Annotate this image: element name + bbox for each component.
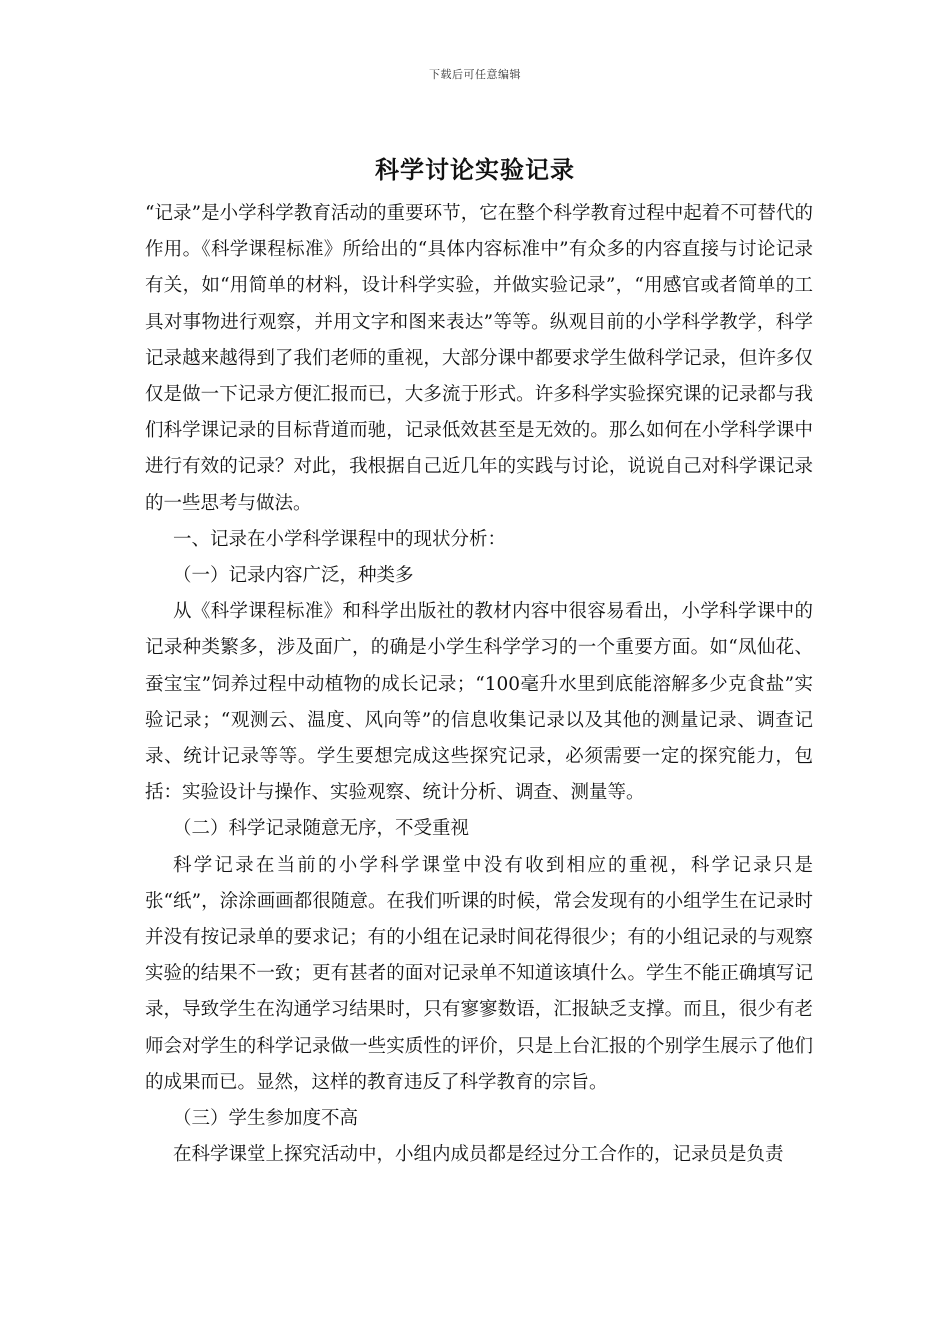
subsection-heading-1: （一）记录内容广泛，种类多 bbox=[173, 565, 414, 587]
section-heading: 一、记录在小学科学课程中的现状分析： bbox=[173, 528, 507, 550]
intro-paragraph: “记录”是小学科学教育活动的重要环节，它在整个科学教育过程中起着不可替代的作用。《科学课程标准》所给出的“具体内容标准中”有众多的内容直接与讨论记录有关，如“用简单的材料，设计科学实验，并做实验记录”，“用感官或者简单的工具对事物进行观察，并用文字和图来表达”等等。纵观目前的小学科学教学，科学记录越来越得到了我们老师的重视，大部分课中都要求学生做科学记录，但许多仅仅是做一下记录方便汇报而已，大多流于形式。许多科学实验探究课的记录都与我们科学课记录的目标背道而驰，记录低效甚至是无效的。那么如何在小学科学课中进行有效的记录？对此，我根据自己近几年的实践与讨论，说说自己对科学课记录的一些思考与做法。 bbox=[145, 203, 813, 514]
subsection-paragraph-3: 在科学课堂上探究活动中，小组内成员都是经过分工合作的，记录员是负责 bbox=[173, 1144, 784, 1166]
subsection-heading-2: （二）科学记录随意无序，不受重视 bbox=[173, 818, 470, 840]
subsection-heading-3: （三）学生参加度不高 bbox=[173, 1108, 359, 1130]
document-body bbox=[145, 196, 813, 1173]
subsection-paragraph-2: 科学记录在当前的小学科学课堂中没有收到相应的重视，科学记录只是张“纸”，涂涂画画都很随意。在我们听课的时候，常会发现有的小组学生在记录时并没有按记录单的要求记；有的小组在记录时间花得很少；有的小组记录的与观察实验的结果不一致；更有甚者的面对记录单不知道该填什么。学生不能正确填写记录，导致学生在沟通学习结果时，只有寥寥数语，汇报缺乏支撑。而且，很少有老师会对学生的科学记录做一些实质性的评价，只是上台汇报的个别学生展示了他们的成果而已。显然，这样的教育违反了科学教育的宗旨。 bbox=[145, 854, 813, 1093]
document-title: 科学讨论实验记录 bbox=[375, 155, 575, 184]
header-note: 下载后可任意编辑 bbox=[429, 68, 521, 81]
subsection-paragraph-1: 从《科学课程标准》和科学出版社的教材内容中很容易看出，小学科学课中的记录种类繁多，涉及面广，的确是小学生科学学习的一个重要方面。如“凤仙花、蚕宝宝”饲养过程中动植物的成长记录；“100毫升水里到底能溶解多少克食盐”实验记录；“观测云、温度、风向等”的信息收集记录以及其他的测量记录、调查记录、统计记录等等。学生要想完成这些探究记录，必须需要一定的探究能力，包括：实验设计与操作、实验观察、统计分析、调查、测量等。 bbox=[145, 601, 813, 804]
